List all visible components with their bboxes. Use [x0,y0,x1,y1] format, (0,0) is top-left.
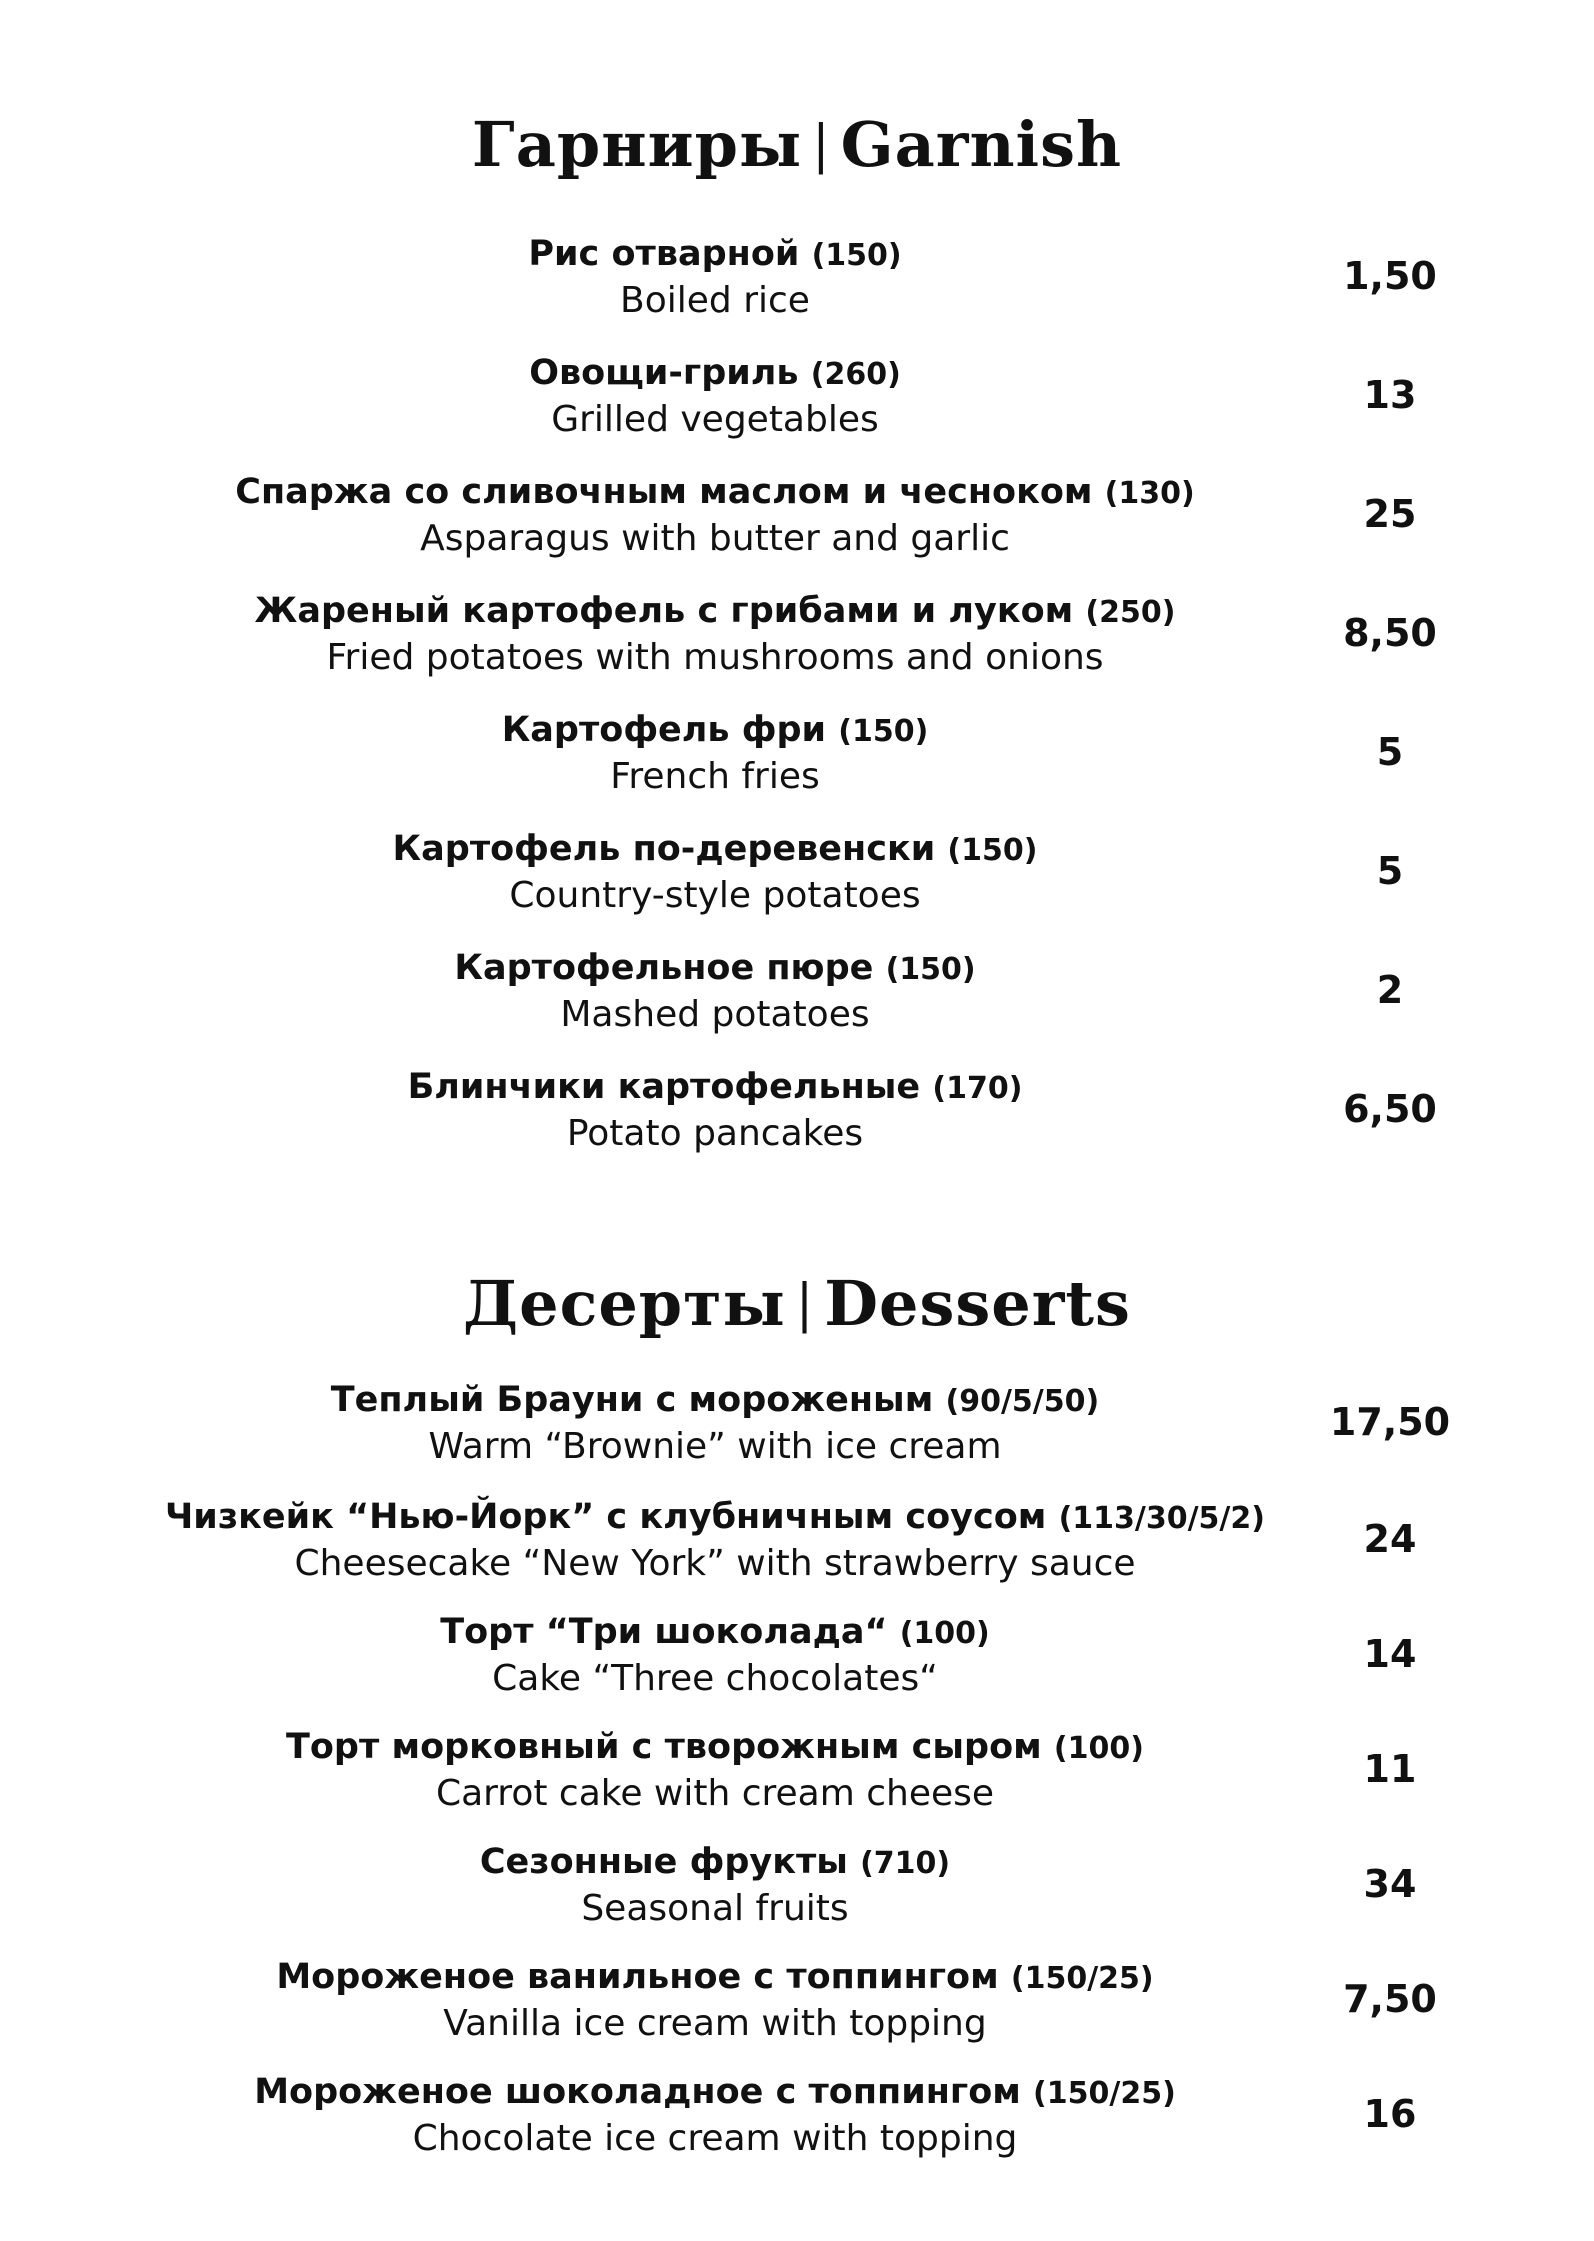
item-name-ru: Картофель по-деревенски [392,829,936,869]
garnish-title-en: Garnish [840,108,1123,181]
item-price: 13 [1363,373,1417,417]
desserts-title [0,1267,1594,1340]
menu-item [0,1610,1594,1710]
item-name-en: Boiled rice [620,280,810,321]
item-name-en: Cheesecake “New York” with strawberry sauce [294,1543,1136,1584]
item-name-en: Potato pancakes [566,1113,864,1154]
menu-item [0,470,1594,570]
menu-item [0,2070,1594,2170]
item-price: 24 [1363,1517,1417,1561]
menu-item [0,232,1594,332]
item-portion: (113/30/5/2) [1058,1501,1265,1536]
garnish-title-ru: Гарниры [471,108,803,181]
menu-item [0,1840,1594,1940]
item-price: 5 [1376,730,1404,774]
item-price: 6,50 [1343,1087,1437,1131]
item-name-en: Chocolate ice cream with topping [412,2118,1018,2159]
item-name-ru: Мороженое шоколадное с топпингом [254,2072,1021,2112]
item-name-ru: Мороженое ванильное с топпингом [276,1957,999,1997]
menu-item [0,1378,1594,1478]
menu-item [0,1725,1594,1825]
item-name-en: Seasonal fruits [581,1888,849,1929]
menu-item [0,946,1594,1046]
item-name-en: Carrot cake with cream cheese [435,1773,995,1814]
item-price: 11 [1363,1747,1417,1791]
item-price: 25 [1363,492,1417,536]
item-name-ru: Картофельное пюре [454,948,874,988]
item-name-ru: Торт “Три шоколада“ [440,1612,888,1652]
menu-item [0,1065,1594,1165]
menu-item [0,351,1594,451]
item-price: 14 [1363,1632,1417,1676]
item-portion: (150) [885,952,976,987]
item-price: 2 [1376,968,1404,1012]
item-name-ru: Картофель фри [501,710,827,750]
item-portion: (130) [1104,476,1195,511]
item-portion: (260) [810,357,901,392]
menu-item [0,589,1594,689]
item-name-ru: Теплый Брауни с мороженым [330,1380,934,1420]
item-name-en: French fries [610,756,820,797]
desserts-title-ru: Десерты [463,1267,786,1340]
item-price: 34 [1363,1862,1417,1906]
item-portion: (150) [811,238,902,273]
item-portion: (100) [1053,1731,1144,1766]
menu-item [0,1955,1594,2055]
item-portion: (170) [932,1071,1023,1106]
item-name-en: Fried potatoes with mushrooms and onions [326,637,1104,678]
item-portion: (150/25) [1033,2076,1176,2111]
menu-item [0,1495,1594,1595]
item-portion: (100) [899,1616,990,1651]
item-name-en: Vanilla ice cream with topping [443,2003,987,2044]
item-name-en: Asparagus with butter and garlic [420,518,1010,559]
item-portion: (150) [947,833,1038,868]
item-name-ru: Блинчики картофельные [407,1067,921,1107]
item-price: 7,50 [1343,1977,1437,2021]
item-name-en: Mashed potatoes [560,994,870,1035]
item-name-ru: Спаржа со сливочным маслом и чесноком [235,472,1093,512]
item-portion: (710) [860,1846,951,1881]
item-price: 8,50 [1343,611,1437,655]
item-name-en: Cake “Three chocolates“ [492,1658,938,1699]
item-price: 1,50 [1343,254,1437,298]
item-portion: (150) [838,714,929,749]
item-portion: (150/25) [1010,1961,1154,1996]
item-name-en: Warm “Brownie” with ice cream [428,1426,1002,1467]
item-portion: (90/5/50) [945,1384,1100,1419]
garnish-title [0,108,1594,181]
desserts-title-en: Desserts [824,1267,1131,1340]
menu-item [0,708,1594,808]
item-name-en: Grilled vegetables [551,399,879,440]
desserts-title-separator: | [795,1274,815,1334]
item-price: 16 [1363,2092,1417,2136]
garnish-title-separator: | [812,115,831,175]
item-price: 5 [1376,849,1404,893]
item-name-ru: Торт морковный с творожным сыром [286,1727,1042,1767]
menu-item [0,827,1594,927]
item-name-ru: Чизкейк “Нью-Йорк” с клубничным соусом [165,1497,1047,1537]
item-name-ru: Овощи-гриль [529,353,799,393]
item-price: 17,50 [1329,1400,1451,1444]
item-portion: (250) [1085,595,1176,630]
item-name-ru: Жареный картофель с грибами и луком [254,591,1074,631]
item-name-ru: Рис отварной [528,234,800,274]
item-name-en: Country-style potatoes [509,875,921,916]
item-name-ru: Сезонные фрукты [479,1842,848,1882]
